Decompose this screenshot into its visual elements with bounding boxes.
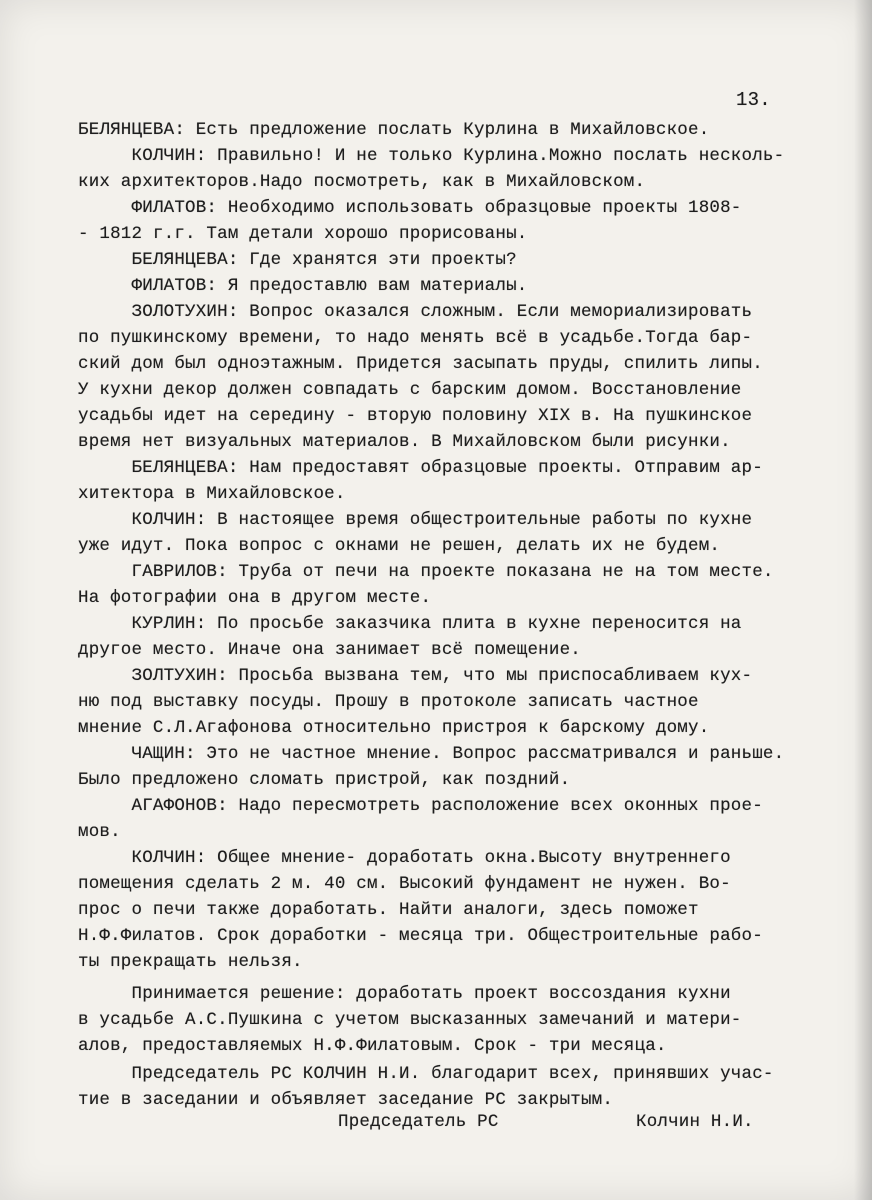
text-line: другое место. Иначе она занимает всё помещение.: [78, 640, 581, 660]
text-line: ЗОЛТУХИН: Просьба вызвана тем, что мы приспосабливаем кух-: [78, 666, 753, 686]
text-line: КОЛЧИН: Общее мнение- доработать окна.Высоту внутреннего: [78, 848, 731, 868]
text-line: уже идут. Пока вопрос с окнами не решен, делать их не будем.: [78, 536, 721, 556]
text-line: КУРЛИН: По просьбе заказчика плита в кухне переносится на: [78, 614, 742, 634]
text-line: БЕЛЯНЦЕВА: Нам предоставят образцовые проекты. Отправим ар-: [78, 458, 763, 478]
text-line: ГАВРИЛОВ: Труба от печи на проекте показана не на том месте.: [78, 562, 774, 582]
text-line: ЧАЩИН: Это не частное мнение. Вопрос рассматривался и раньше.: [78, 744, 785, 764]
page-edge-shadow: [854, 0, 872, 1200]
text-line: ню под выставку посуды. Прошу в протоколе записать частное: [78, 692, 699, 712]
text-line: в усадьбе А.С.Пушкина с учетом высказанных замечаний и матери-: [78, 1010, 742, 1030]
page-number: 13.: [736, 89, 771, 111]
text-line: алов, предоставляемых Н.Ф.Филатовым. Срок - три месяца.: [78, 1036, 667, 1056]
text-line: КОЛЧИН: Правильно! И не только Курлина.Можно послать несколь-: [78, 146, 785, 166]
signature-name: Колчин Н.И.: [636, 1112, 754, 1132]
text-line: Н.Ф.Филатов. Срок доработки - месяца три. Общестроительные рабо-: [78, 926, 763, 946]
text-line: ких архитекторов.Надо посмотреть, как в Михайловском.: [78, 172, 646, 192]
text-line: по пушкинскому времени, то надо менять всё в усадьбе.Тогда бар-: [78, 328, 753, 348]
text-line: ФИЛАТОВ: Я предоставлю вам материалы.: [78, 276, 528, 296]
text-line: тие в заседании и объявляет заседание РС закрытым.: [78, 1090, 614, 1110]
signature-title: Председатель РС: [338, 1112, 499, 1132]
text-line: ты прекращать нельзя.: [78, 952, 303, 972]
text-line: ский дом был одноэтажным. Придется засыпать пруды, спилить липы.: [78, 354, 763, 374]
text-line: время нет визуальных материалов. В Михайловском были рисунки.: [78, 432, 731, 452]
text-line: хитектора в Михайловское.: [78, 484, 346, 504]
text-line: АГАФОНОВ: Надо пересмотреть расположение всех оконных прое-: [78, 796, 763, 816]
text-line: Было предложено сломать пристрой, как поздний.: [78, 770, 571, 790]
text-line: На фотографии она в другом месте.: [78, 588, 432, 608]
text-line: усадьбы идет на середину - вторую половину XIX в. На пушкинское: [78, 406, 753, 426]
text-line: ФИЛАТОВ: Необходимо использовать образцовые проекты 1808-: [78, 198, 742, 218]
text-line: ЗОЛОТУХИН: Вопрос оказался сложным. Если мемориализировать: [78, 302, 753, 322]
text-line: КОЛЧИН: В настоящее время общестроительные работы по кухне: [78, 510, 753, 530]
text-line: БЕЛЯНЦЕВА: Где хранятся эти проекты?: [78, 250, 517, 270]
text-line: прос о печи также доработать. Найти аналоги, здесь поможет: [78, 900, 699, 920]
text-line: Принимается решение: доработать проект воссоздания кухни: [78, 984, 731, 1004]
text-line: У кухни декор должен совпадать с барским домом. Восстановление: [78, 380, 742, 400]
text-line: мнение С.Л.Агафонова относительно пристроя к барскому дому.: [78, 718, 710, 738]
text-line: помещения сделать 2 м. 40 см. Высокий фундамент не нужен. Во-: [78, 874, 731, 894]
text-line: мов.: [78, 822, 121, 842]
text-line: БЕЛЯНЦЕВА: Есть предложение послать Курлина в Михайловское.: [78, 120, 710, 140]
text-line: - 1812 г.г. Там детали хорошо прорисованы.: [78, 224, 528, 244]
text-line: Председатель РС КОЛЧИН Н.И. благодарит всех, принявших учас-: [78, 1064, 774, 1084]
